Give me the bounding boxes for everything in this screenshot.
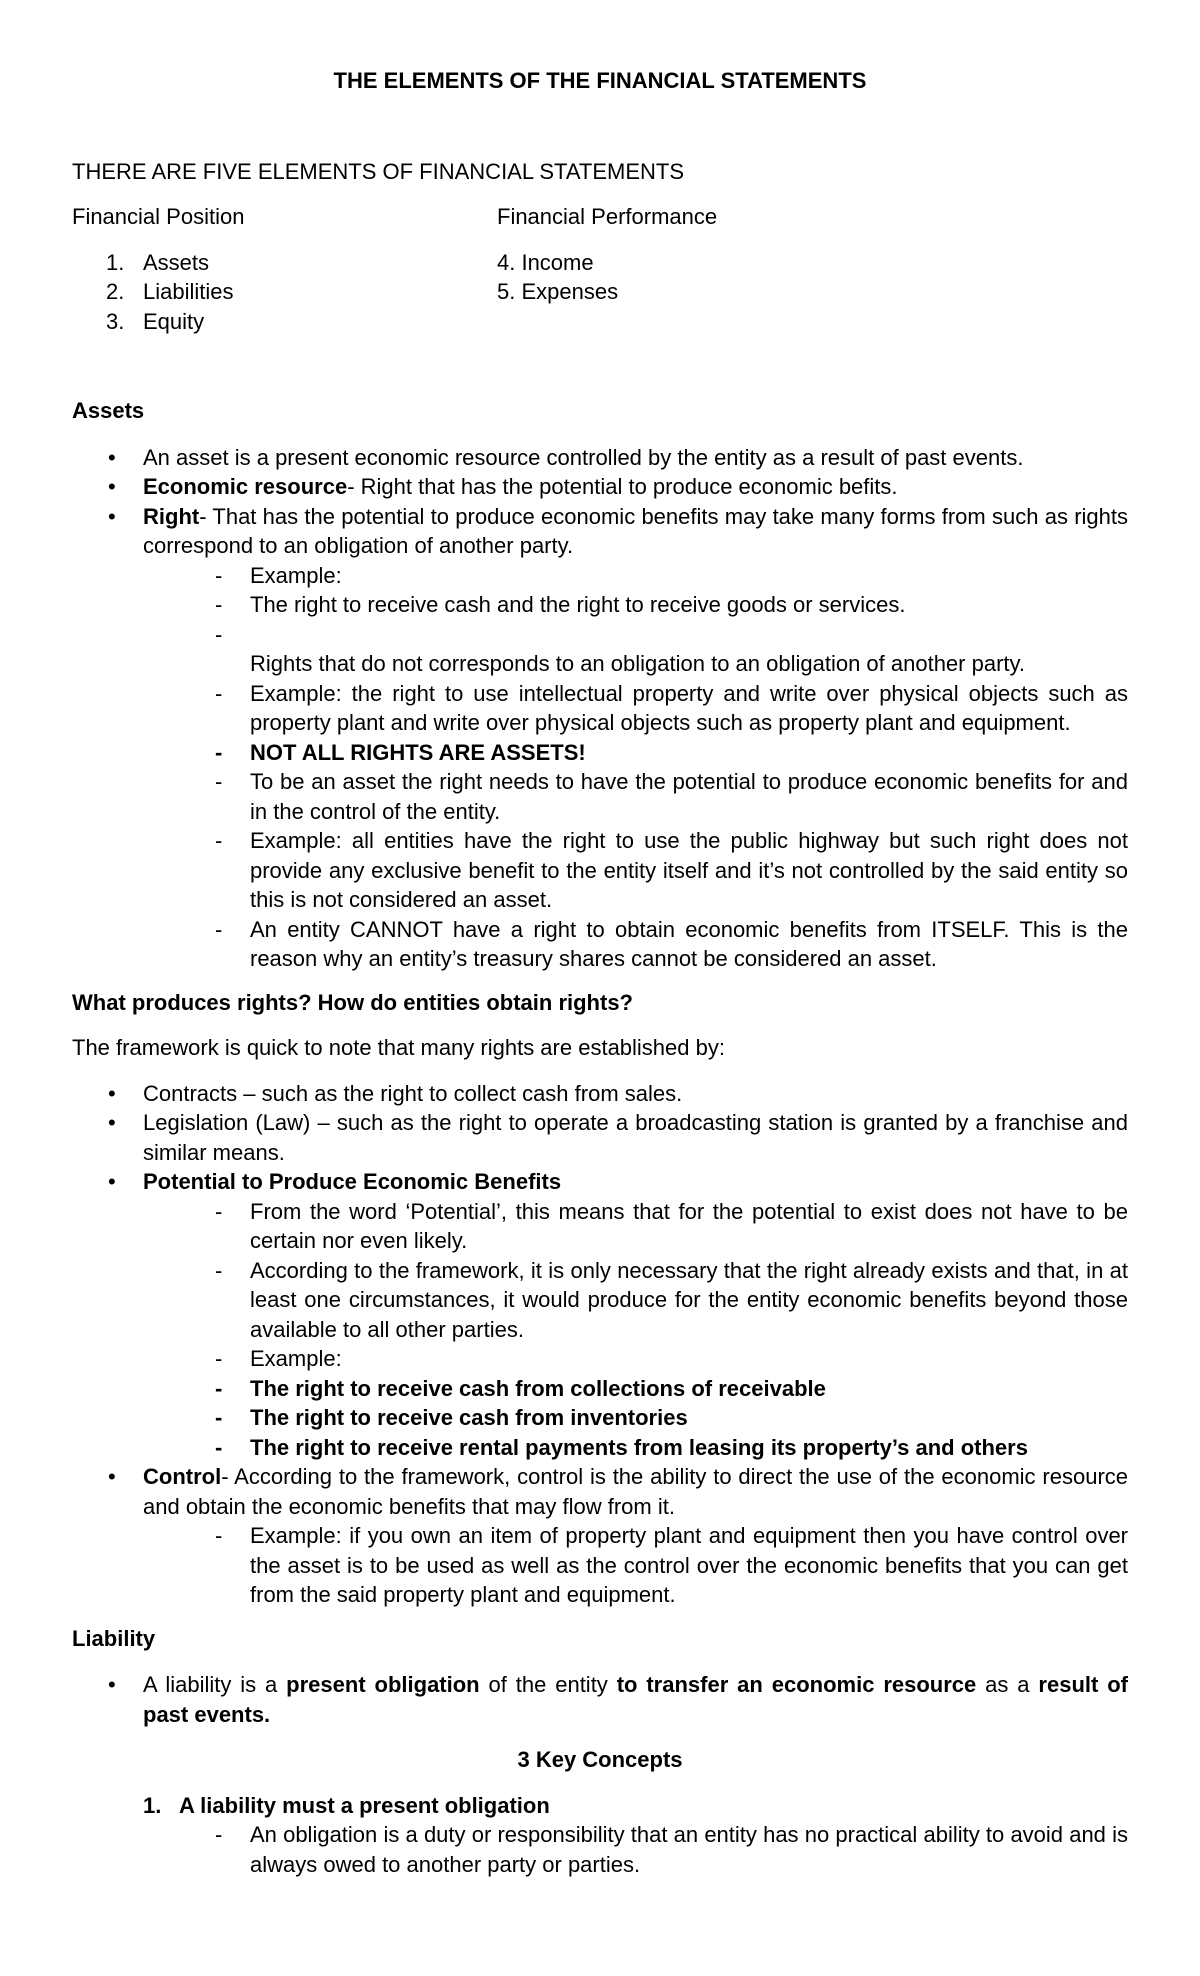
list-item: - NOT ALL RIGHTS ARE ASSETS! [72, 738, 1128, 768]
potential-dash-list [143, 1197, 1128, 1463]
financial-position-column [72, 202, 497, 336]
assets-bullets [72, 443, 1128, 561]
financial-performance-column [497, 202, 1128, 336]
list-item: - The right to receive cash from collections of receivable [143, 1374, 1128, 1404]
rights-heading: What produces rights? How do entities obtain rights? [72, 989, 633, 1015]
list-item: • An asset is a present economic resource controlled by the entity as a result of past events. [72, 443, 1128, 473]
list-item: • Right- That has the potential to produce economic benefits may take many forms from such as rights correspond to an obligation of another party. [72, 502, 1128, 561]
list-item: - An entity CANNOT have a right to obtain economic benefits from ITSELF. This is the reason why an entity’s treasury shares cannot be considered an asset. [72, 915, 1128, 974]
list-item: 4. Income [497, 249, 594, 275]
list-item: 1. Assets [106, 249, 210, 275]
list-item: - Example: [143, 1344, 1128, 1374]
list-item: • Control- According to the framework, control is the ability to direct the use of the economic resource and obtain the economic benefits that may flow from it. - Example: if you own an item of property plant and equipment then you have control over the asset is to be used as well as the control over the economic benefits that you can get from the said property plant and equipment. [72, 1462, 1128, 1610]
key-concepts-list [72, 1791, 1128, 1821]
financial-performance-heading: Financial Performance [497, 204, 718, 229]
assets-dash-list [72, 561, 1128, 974]
list-item: - An obligation is a duty or responsibility that an entity has no practical ability to avoid and is always owed to another party or parties. [72, 1820, 1128, 1879]
elements-columns [72, 202, 1128, 336]
intro-text: THERE ARE FIVE ELEMENTS OF FINANCIAL STATEMENTS [72, 158, 685, 184]
liability-bullets [72, 1670, 1128, 1729]
list-item: 1. A liability must a present obligation [143, 1792, 550, 1818]
financial-performance-list [497, 248, 1128, 307]
financial-position-list [72, 248, 497, 337]
key-concept-dash-list [72, 1820, 1128, 1879]
list-item: 3. Equity [106, 308, 205, 334]
list-item: - Example: [72, 561, 1128, 591]
list-item: • Economic resource- Right that has the potential to produce economic befits. [72, 472, 1128, 502]
list-item: - Example: if you own an item of property plant and equipment then you have control over the asset is to be used as well as the control over the economic benefits that you can get from the said property plant and equipment. [143, 1521, 1128, 1610]
list-item: 5. Expenses [497, 279, 619, 304]
rights-bullets [72, 1079, 1128, 1610]
control-dash-list [143, 1521, 1128, 1610]
list-item: - The right to receive cash from inventories [143, 1403, 1128, 1433]
list-item: - Example: the right to use intellectual property and write over physical objects such as property plant and write over physical objects such as property plant and equipment. [72, 679, 1128, 738]
list-item: - From the word ‘Potential’, this means that for the potential to exist does not have to be certain nor even likely. [143, 1197, 1128, 1256]
list-item: - To be an asset the right needs to have the potential to produce economic benefits for and in the control of the entity. [72, 767, 1128, 826]
list-item: - According to the framework, it is only necessary that the right already exists and that, in at least one circumstances, it would produce for the entity economic benefits beyond those available to all other parties. [143, 1256, 1128, 1345]
list-item: - The right to receive rental payments from leasing its property’s and others [143, 1433, 1128, 1463]
list-item: - The right to receive cash and the right to receive goods or services. [72, 590, 1128, 620]
list-item: - Rights that do not corresponds to an obligation to an obligation of another party. [72, 620, 1128, 679]
rights-intro: The framework is quick to note that many rights are established by: [72, 1035, 725, 1060]
key-concepts-heading: 3 Key Concepts [517, 1747, 683, 1772]
list-item: • Legislation (Law) – such as the right to operate a broadcasting station is granted by a franchise and similar means. [72, 1108, 1128, 1167]
financial-position-heading: Financial Position [72, 204, 245, 229]
list-item: • Contracts – such as the right to collect cash from sales. [72, 1079, 1128, 1109]
liability-heading: Liability [72, 1625, 156, 1651]
list-item: - Example: all entities have the right to use the public highway but such right does not provide any exclusive benefit to the entity itself and it’s not controlled by the said entity so this is not considered an asset. [72, 826, 1128, 915]
list-item: • Potential to Produce Economic Benefits - From the word ‘Potential’, this means that for the potential to exist does not have to be certain nor even likely. - According to the framework, it is only necessary that the right already exists and that, in at least one circumstances, it would produce for the entity economic benefits beyond those available to all other parties. - Example: - The right to receive cash from collections of receivable - The right to receive cash from inventories - The right to receive rental payments from leasing its property’s and others [72, 1167, 1128, 1462]
list-item: • A liability is a present obligation of the entity to transfer an economic resource as a result of past events. [72, 1670, 1128, 1729]
document-title: THE ELEMENTS OF THE FINANCIAL STATEMENTS [333, 68, 867, 93]
list-item: 2. Liabilities [106, 279, 234, 304]
assets-heading: Assets [72, 398, 145, 423]
